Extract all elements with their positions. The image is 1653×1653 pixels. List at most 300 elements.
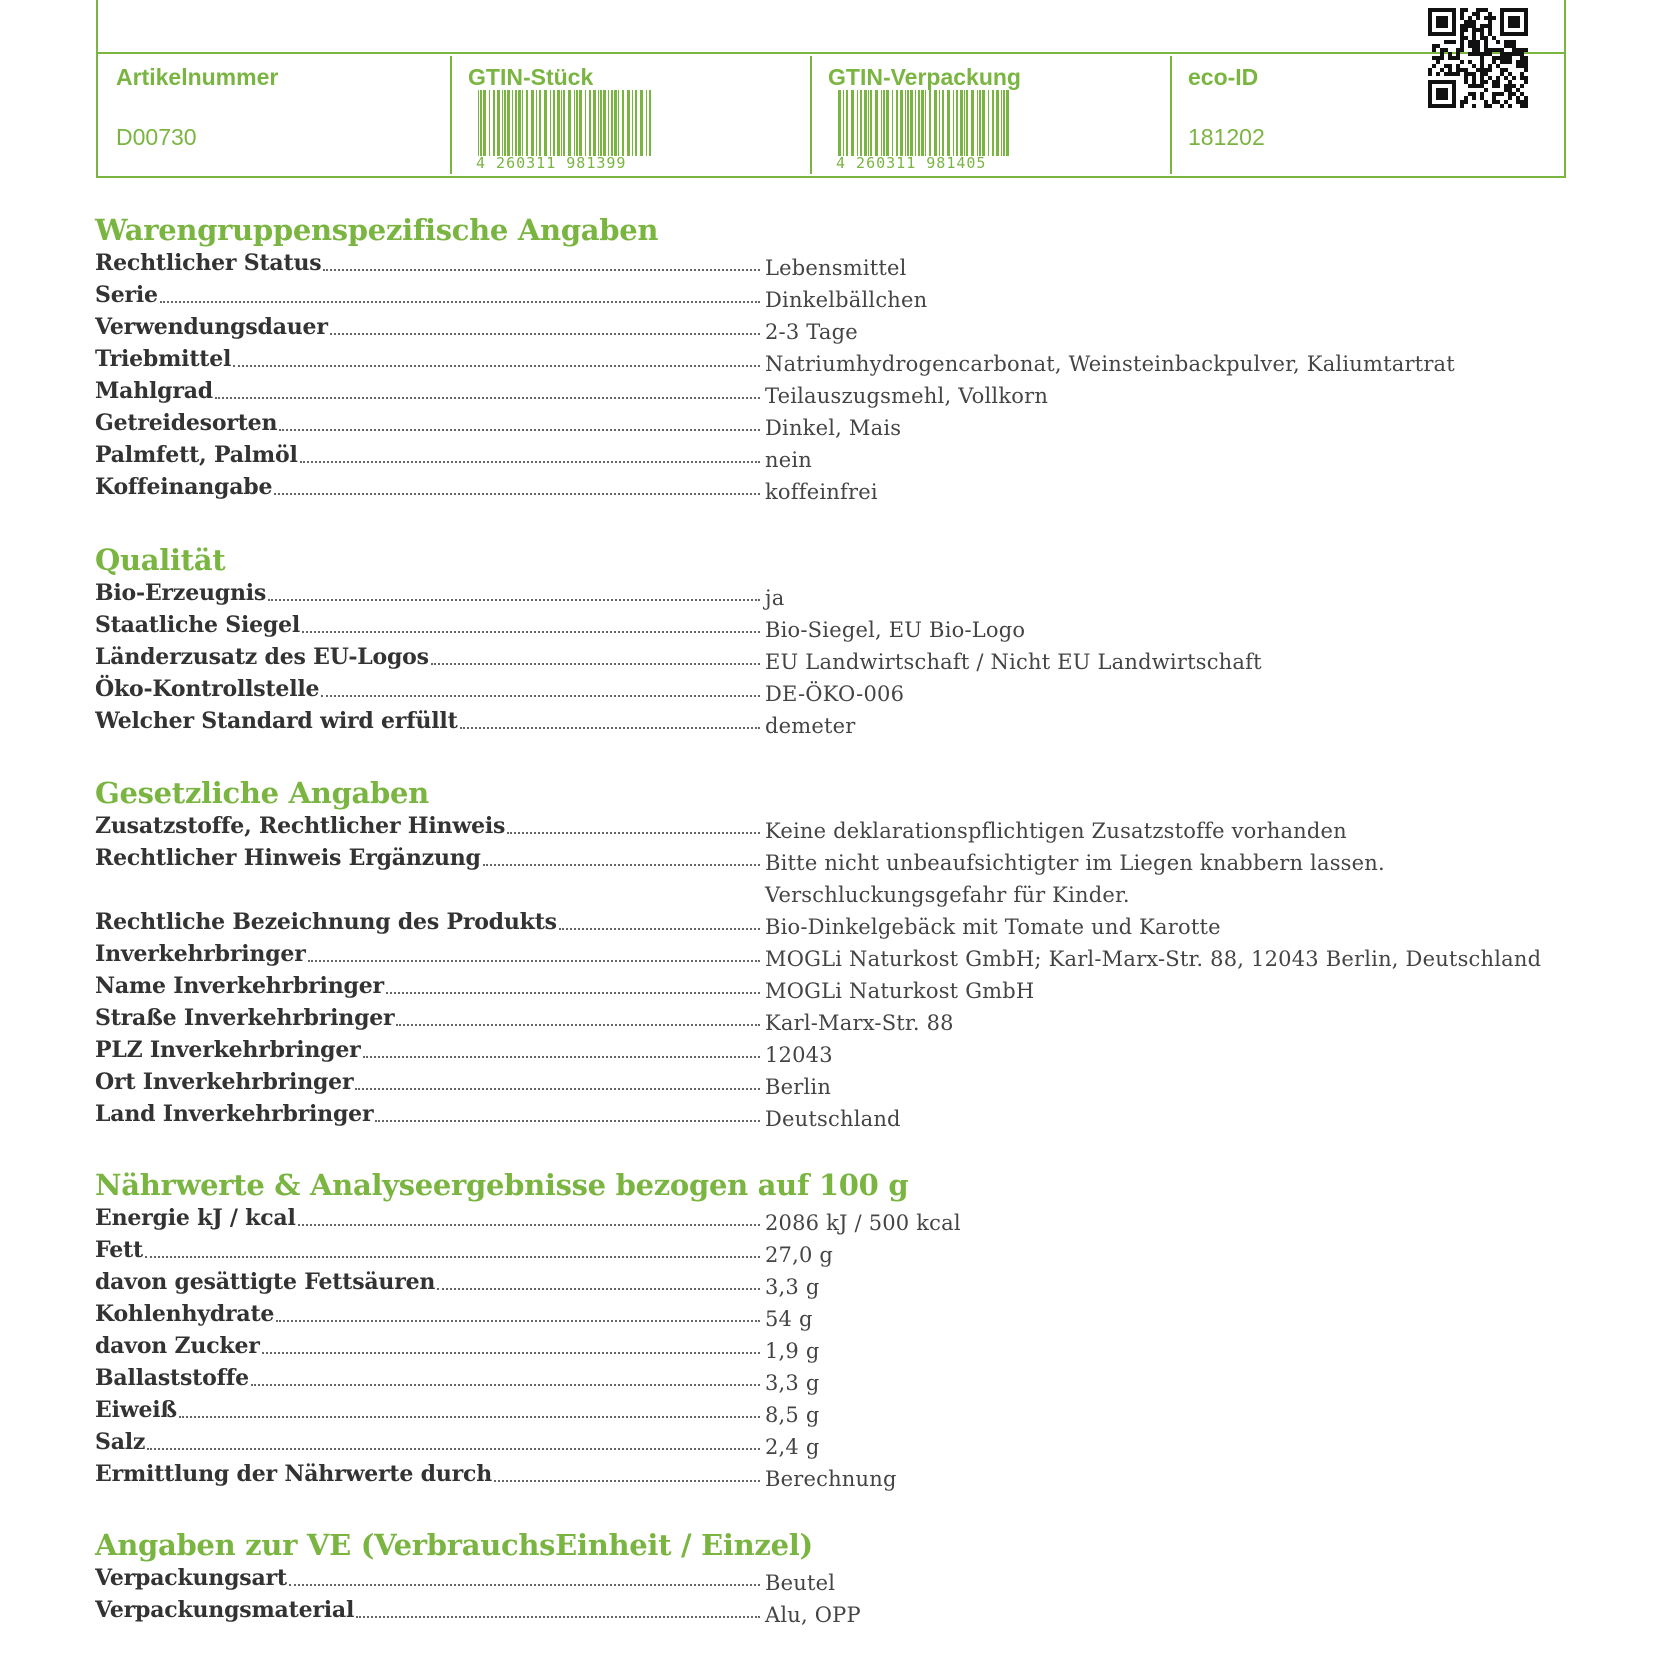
- gtin-stueck-label: GTIN-Stück: [468, 64, 594, 90]
- qr-module: [1500, 8, 1504, 12]
- barcode-bar: [864, 90, 867, 156]
- qr-module: [1476, 52, 1480, 56]
- spec-label: Bio-Erzeugnis: [95, 580, 267, 606]
- barcode-bar: [846, 90, 848, 156]
- spec-value: 2,4 g: [765, 1435, 820, 1459]
- qr-module: [1472, 80, 1476, 84]
- qr-module: [1440, 104, 1444, 108]
- qr-module: [1432, 44, 1436, 48]
- spec-label: Welcher Standard wird erfüllt: [95, 708, 458, 734]
- artikelnummer-cell: [98, 54, 448, 176]
- barcode-bar: [579, 90, 582, 156]
- spec-label: Salz: [95, 1429, 146, 1455]
- barcode-bar: [600, 90, 602, 156]
- barcode-bar: [526, 90, 528, 156]
- spec-label: Triebmittel: [95, 346, 232, 372]
- barcode-bar: [934, 90, 937, 156]
- qr-module: [1524, 60, 1528, 64]
- spec-value: koffeinfrei: [765, 480, 878, 504]
- spec-row: [95, 1595, 1575, 1627]
- qr-module: [1444, 92, 1448, 96]
- spec-label-wrap: [95, 1563, 760, 1593]
- qr-module: [1516, 48, 1520, 52]
- qr-module: [1520, 84, 1524, 88]
- qr-module: [1428, 100, 1432, 104]
- qr-module: [1460, 32, 1464, 36]
- qr-module: [1440, 48, 1444, 52]
- qr-module: [1460, 28, 1464, 32]
- spec-value: 54 g: [765, 1307, 813, 1331]
- spec-value: Karl-Marx-Str. 88: [765, 1011, 954, 1035]
- spec-row: [95, 248, 1575, 280]
- dot-leader: [308, 960, 760, 962]
- qr-module: [1448, 32, 1452, 36]
- qr-module: [1524, 48, 1528, 52]
- barcode-bar: [574, 90, 575, 156]
- qr-module: [1428, 12, 1432, 16]
- qr-module: [1492, 92, 1496, 96]
- qr-module: [1524, 100, 1528, 104]
- qr-module: [1440, 88, 1444, 92]
- qr-module: [1444, 40, 1448, 44]
- qr-module: [1512, 44, 1516, 48]
- spec-label-wrap: [95, 1267, 760, 1297]
- qr-module: [1452, 96, 1456, 100]
- barcode-bar: [953, 90, 954, 156]
- qr-module: [1516, 100, 1520, 104]
- qr-module: [1516, 24, 1520, 28]
- qr-module: [1448, 64, 1452, 68]
- qr-module: [1440, 20, 1444, 24]
- spec-value: MOGLi Naturkost GmbH: [765, 979, 1035, 1003]
- qr-module: [1436, 32, 1440, 36]
- qr-module: [1508, 104, 1512, 108]
- qr-module: [1472, 52, 1476, 56]
- section: [95, 775, 1575, 1131]
- spec-label-wrap: [95, 1203, 760, 1233]
- section-title: Qualität: [95, 543, 226, 577]
- qr-module: [1520, 100, 1524, 104]
- barcode-bar: [964, 90, 965, 156]
- qr-module: [1484, 24, 1488, 28]
- barcode-bar: [939, 90, 940, 156]
- qr-module: [1512, 76, 1516, 80]
- dot-leader: [300, 461, 760, 463]
- eco-id-value: 181202: [1188, 124, 1265, 150]
- qr-module: [1484, 16, 1488, 20]
- barcode-bar: [860, 90, 862, 156]
- spec-row: [95, 1235, 1575, 1267]
- qr-module: [1524, 68, 1528, 72]
- spec-value: 3,3 g: [765, 1371, 820, 1395]
- qr-module: [1492, 80, 1496, 84]
- qr-module: [1464, 20, 1468, 24]
- spec-label: Koffeinangabe: [95, 474, 273, 500]
- qr-module: [1468, 92, 1472, 96]
- qr-module: [1444, 8, 1448, 12]
- qr-module: [1496, 40, 1500, 44]
- dot-leader: [160, 301, 760, 303]
- dot-leader: [215, 397, 760, 399]
- gtin-stueck-barcode-icon: [478, 90, 656, 160]
- barcode-bar: [1001, 90, 1002, 156]
- qr-module: [1504, 32, 1508, 36]
- spec-label-wrap: [95, 907, 760, 937]
- barcode-bar: [608, 90, 609, 156]
- qr-module: [1500, 104, 1504, 108]
- qr-module: [1436, 56, 1440, 60]
- qr-module: [1460, 60, 1464, 64]
- spec-label-wrap: [95, 248, 760, 278]
- qr-module: [1480, 84, 1484, 88]
- spec-label-wrap: [95, 376, 760, 406]
- barcode-bar: [921, 90, 924, 156]
- qr-module: [1504, 100, 1508, 104]
- eco-id-label: eco-ID: [1188, 64, 1259, 90]
- qr-module: [1452, 104, 1456, 108]
- qr-module: [1496, 48, 1500, 52]
- spec-row: [95, 971, 1575, 1003]
- qr-module: [1428, 104, 1432, 108]
- spec-label: Land Inverkehrbringer: [95, 1101, 374, 1127]
- qr-module: [1524, 104, 1528, 108]
- qr-module: [1428, 8, 1432, 12]
- barcode-bar: [478, 90, 479, 156]
- dot-leader: [147, 1448, 760, 1450]
- qr-module: [1440, 96, 1444, 100]
- qr-module: [1432, 64, 1436, 68]
- qr-module: [1488, 16, 1492, 20]
- spec-label: Kohlenhydrate: [95, 1301, 275, 1327]
- barcode-bar: [996, 90, 999, 156]
- qr-module: [1484, 52, 1488, 56]
- spec-row: [95, 811, 1575, 843]
- barcode-bar: [646, 90, 647, 156]
- dot-leader: [483, 864, 760, 866]
- qr-module: [1484, 48, 1488, 52]
- qr-module: [1472, 104, 1476, 108]
- qr-module: [1440, 56, 1444, 60]
- spec-row: [95, 939, 1575, 971]
- barcode-bar: [925, 90, 926, 156]
- qr-module: [1460, 16, 1464, 20]
- barcode-bar: [982, 90, 985, 156]
- barcode-bar: [557, 90, 560, 156]
- spec-value: Dinkelbällchen: [765, 288, 928, 312]
- spec-label-wrap: [95, 1363, 760, 1393]
- qr-module: [1456, 72, 1460, 76]
- qr-module: [1488, 104, 1492, 108]
- qr-module: [1452, 88, 1456, 92]
- spec-label: Verpackungsmaterial: [95, 1597, 355, 1623]
- qr-module: [1440, 92, 1444, 96]
- barcode-bar: [910, 90, 913, 156]
- qr-module: [1524, 24, 1528, 28]
- qr-module: [1448, 8, 1452, 12]
- barcode-bar: [838, 90, 841, 156]
- spec-row: [95, 1099, 1575, 1131]
- qr-module: [1428, 88, 1432, 92]
- qr-module: [1452, 28, 1456, 32]
- dot-leader: [355, 1088, 760, 1090]
- dot-leader: [330, 333, 760, 335]
- barcode-bar: [512, 90, 513, 156]
- qr-module: [1436, 92, 1440, 96]
- qr-module: [1524, 56, 1528, 60]
- spec-label-wrap: [95, 578, 760, 608]
- dot-leader: [386, 992, 760, 994]
- barcode-bar: [929, 90, 931, 156]
- artikelnummer-label: Artikelnummer: [116, 64, 279, 90]
- qr-module: [1432, 104, 1436, 108]
- qr-module: [1492, 100, 1496, 104]
- qr-module: [1496, 92, 1500, 96]
- barcode-bar: [563, 90, 565, 156]
- spec-row: [95, 1003, 1575, 1035]
- qr-module: [1472, 44, 1476, 48]
- qr-module: [1428, 68, 1432, 72]
- qr-module: [1488, 12, 1492, 16]
- qr-module: [1432, 48, 1436, 52]
- barcode-bar: [979, 90, 981, 156]
- qr-module: [1492, 36, 1496, 40]
- qr-module: [1456, 52, 1460, 56]
- qr-module: [1436, 16, 1440, 20]
- qr-module: [1452, 56, 1456, 60]
- barcode-bar: [857, 90, 858, 156]
- qr-module: [1492, 16, 1496, 20]
- spec-label-wrap: [95, 280, 760, 310]
- qr-module: [1504, 56, 1508, 60]
- qr-module: [1436, 88, 1440, 92]
- qr-module: [1480, 96, 1484, 100]
- qr-module: [1472, 76, 1476, 80]
- qr-module: [1500, 12, 1504, 16]
- qr-module: [1428, 72, 1432, 76]
- spec-row: [95, 408, 1575, 440]
- qr-module: [1464, 76, 1468, 80]
- qr-module: [1460, 36, 1464, 40]
- qr-module: [1476, 16, 1480, 20]
- spec-label: Rechtlicher Status: [95, 250, 322, 276]
- qr-module: [1508, 32, 1512, 36]
- qr-module: [1512, 32, 1516, 36]
- qr-module: [1476, 28, 1480, 32]
- qr-module: [1444, 72, 1448, 76]
- qr-module: [1468, 16, 1472, 20]
- barcode-bar: [507, 90, 510, 156]
- spec-label: davon gesättigte Fettsäuren: [95, 1269, 436, 1295]
- qr-module: [1472, 36, 1476, 40]
- qr-module: [1440, 24, 1444, 28]
- spec-row: [95, 907, 1575, 939]
- qr-module: [1500, 68, 1504, 72]
- spec-label-wrap: [95, 312, 760, 342]
- spec-value: Dinkel, Mais: [765, 416, 902, 440]
- gtin-stueck-cell: [450, 54, 810, 176]
- spec-row: [95, 1459, 1575, 1491]
- qr-module: [1520, 8, 1524, 12]
- spec-value: 12043: [765, 1043, 833, 1067]
- barcode-bar: [493, 90, 495, 156]
- qr-code-icon: [1428, 8, 1528, 108]
- barcode-bar: [966, 90, 968, 156]
- qr-module: [1488, 24, 1492, 28]
- qr-module: [1480, 60, 1484, 64]
- spec-label: Rechtlicher Hinweis Ergänzung: [95, 845, 481, 871]
- spec-row: [95, 674, 1575, 706]
- spec-label: Länderzusatz des EU-Logos: [95, 644, 429, 670]
- qr-module: [1476, 48, 1480, 52]
- spec-value: Berlin: [765, 1075, 832, 1099]
- qr-module: [1508, 96, 1512, 100]
- spec-value: Bio-Dinkelgebäck mit Tomate und Karotte: [765, 915, 1221, 939]
- qr-module: [1504, 52, 1508, 56]
- section-title: Gesetzliche Angaben: [95, 776, 429, 810]
- qr-module: [1456, 48, 1460, 52]
- qr-module: [1456, 56, 1460, 60]
- qr-module: [1492, 48, 1496, 52]
- qr-module: [1452, 16, 1456, 20]
- spec-row: [95, 642, 1575, 674]
- spec-label-wrap: [95, 1299, 760, 1329]
- barcode-bar: [1006, 90, 1009, 156]
- qr-module: [1452, 32, 1456, 36]
- qr-module: [1484, 100, 1488, 104]
- qr-module: [1436, 96, 1440, 100]
- qr-module: [1452, 40, 1456, 44]
- qr-module: [1508, 44, 1512, 48]
- barcode-bar: [568, 90, 571, 156]
- qr-module: [1460, 100, 1464, 104]
- spec-row: [95, 1427, 1575, 1459]
- qr-module: [1428, 20, 1432, 24]
- spec-label-wrap: [95, 1459, 760, 1489]
- qr-module: [1428, 28, 1432, 32]
- barcode-bar: [956, 90, 958, 156]
- qr-module: [1472, 84, 1476, 88]
- qr-module: [1464, 100, 1468, 104]
- qr-module: [1452, 84, 1456, 88]
- barcode-bar: [851, 90, 854, 156]
- spec-label: Ermittlung der Nährwerte durch: [95, 1461, 492, 1487]
- spec-label-wrap: [95, 971, 760, 1001]
- qr-module: [1472, 96, 1476, 100]
- spec-row: [95, 1035, 1575, 1067]
- qr-module: [1472, 28, 1476, 32]
- qr-module: [1508, 40, 1512, 44]
- barcode-bar: [544, 90, 547, 156]
- dot-leader: [507, 832, 760, 834]
- barcode-bar: [632, 90, 633, 156]
- qr-module: [1436, 60, 1440, 64]
- spec-row: [95, 1395, 1575, 1427]
- barcode-bar: [611, 90, 613, 156]
- dot-leader: [268, 599, 760, 601]
- spec-label: Energie kJ / kcal: [95, 1205, 296, 1231]
- qr-module: [1512, 48, 1516, 52]
- barcode-bar: [522, 90, 523, 156]
- qr-module: [1444, 48, 1448, 52]
- qr-module: [1500, 52, 1504, 56]
- qr-module: [1484, 40, 1488, 44]
- qr-module: [1472, 72, 1476, 76]
- spec-label-wrap: [95, 344, 760, 374]
- qr-module: [1464, 72, 1468, 76]
- barcode-bar: [640, 90, 643, 156]
- qr-module: [1464, 24, 1468, 28]
- qr-module: [1512, 52, 1516, 56]
- qr-module: [1524, 80, 1528, 84]
- spec-label-wrap: [95, 408, 760, 438]
- qr-module: [1488, 20, 1492, 24]
- qr-module: [1432, 56, 1436, 60]
- spec-row: [95, 472, 1575, 504]
- spec-value: Berechnung: [765, 1467, 897, 1491]
- dot-leader: [323, 269, 760, 271]
- qr-module: [1512, 92, 1516, 96]
- qr-module: [1488, 64, 1492, 68]
- qr-module: [1524, 28, 1528, 32]
- qr-module: [1496, 84, 1500, 88]
- spec-row: [95, 440, 1575, 472]
- spec-value: 2-3 Tage: [765, 320, 858, 344]
- barcode-bar: [497, 90, 500, 156]
- qr-module: [1524, 64, 1528, 68]
- qr-module: [1472, 20, 1476, 24]
- qr-module: [1448, 68, 1452, 72]
- qr-module: [1516, 88, 1520, 92]
- gtin-verpackung-label: GTIN-Verpackung: [828, 64, 1021, 90]
- barcode-bar: [531, 90, 534, 156]
- qr-module: [1432, 8, 1436, 12]
- qr-module: [1472, 40, 1476, 44]
- spec-value: EU Landwirtschaft / Nicht EU Landwirtschaft: [765, 650, 1262, 674]
- qr-module: [1500, 16, 1504, 20]
- spec-label-wrap: [95, 1003, 760, 1033]
- qr-module: [1524, 16, 1528, 20]
- barcode-bar: [480, 90, 482, 156]
- spec-value: 27,0 g: [765, 1243, 834, 1267]
- qr-module: [1480, 8, 1484, 12]
- spec-value: ja: [765, 586, 785, 610]
- barcode-bar: [905, 90, 906, 156]
- barcode-bar: [515, 90, 517, 156]
- qr-module: [1444, 104, 1448, 108]
- qr-module: [1512, 8, 1516, 12]
- barcode-bar: [870, 90, 872, 156]
- qr-module: [1460, 40, 1464, 44]
- qr-module: [1444, 80, 1448, 84]
- barcode-bar: [518, 90, 521, 156]
- spec-row: [95, 280, 1575, 312]
- qr-module: [1512, 24, 1516, 28]
- spec-label: Verwendungsdauer: [95, 314, 328, 340]
- qr-module: [1512, 20, 1516, 24]
- spec-label-wrap: [95, 1595, 760, 1625]
- qr-module: [1524, 76, 1528, 80]
- spec-value: Deutschland: [765, 1107, 901, 1131]
- section-title: Nährwerte & Analyseergebnisse bezogen auf 100 g: [95, 1168, 909, 1202]
- qr-module: [1464, 68, 1468, 72]
- qr-module: [1460, 8, 1464, 12]
- section-title: Warengruppenspezifische Angaben: [95, 213, 659, 247]
- qr-module: [1480, 72, 1484, 76]
- barcode-bar: [627, 90, 630, 156]
- barcode-bar: [883, 90, 885, 156]
- qr-module: [1484, 80, 1488, 84]
- barcode-bar: [896, 90, 898, 156]
